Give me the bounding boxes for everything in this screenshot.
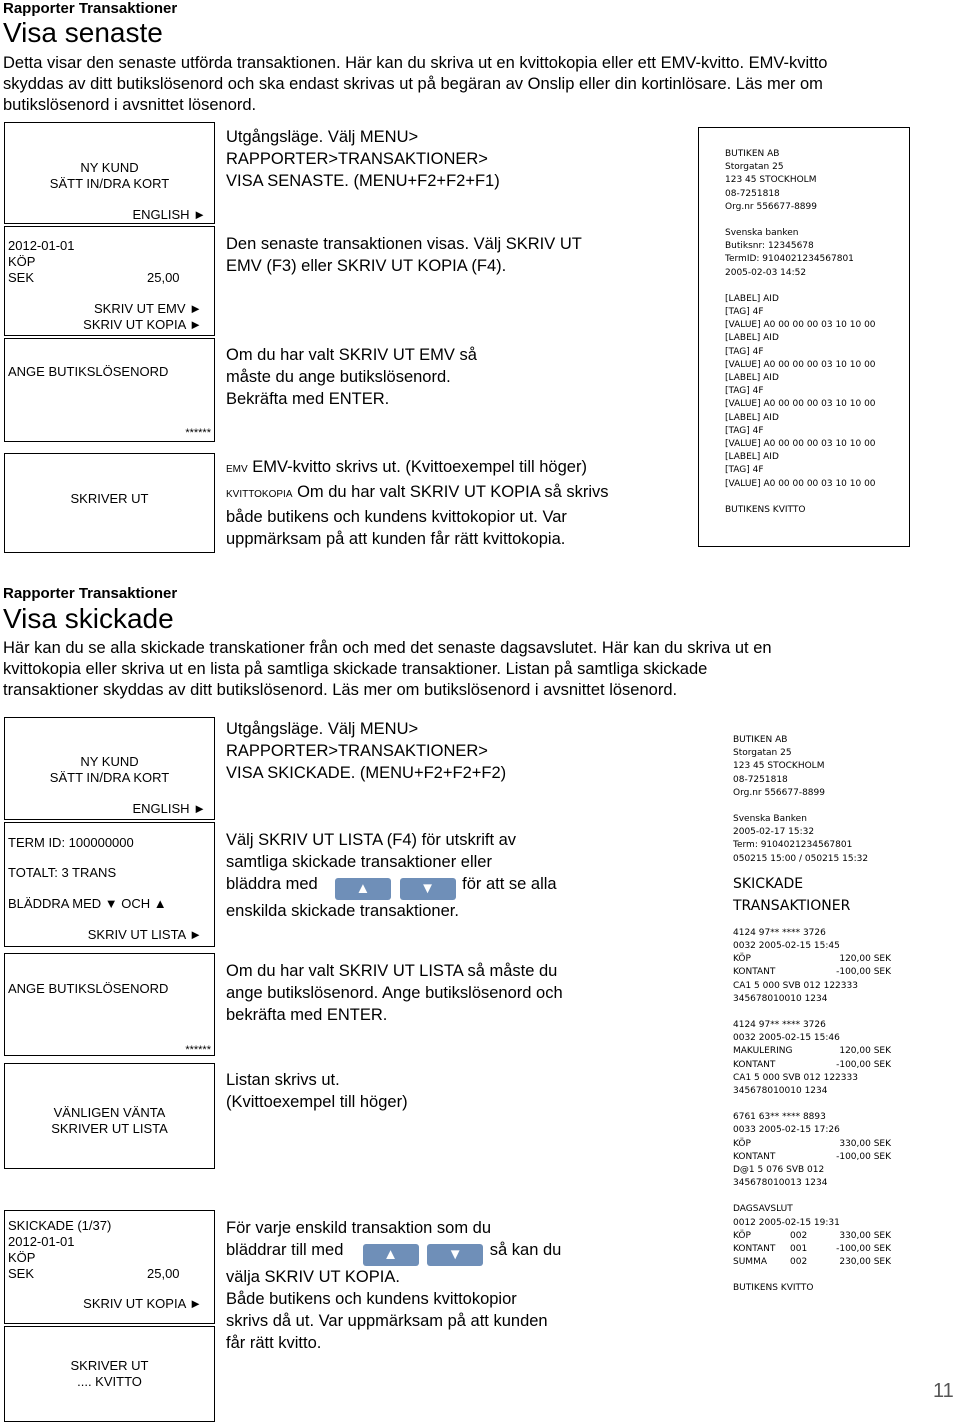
intro-line: transaktioner skyddas av ditt butikslösenord. Läs mer om butikslösenord i avsnittet lösenord. <box>3 681 678 699</box>
up-arrow-key-icon: ▲ <box>363 1244 419 1266</box>
screen-text: NY KUND <box>80 754 139 769</box>
receipt-line: 2005-02-17 15:32 <box>733 827 815 838</box>
page-number: 11 <box>933 1380 954 1402</box>
instruction-line: enskilda skickade transaktioner. <box>226 902 459 920</box>
screen-amount: 25,00 <box>147 270 180 285</box>
instruction-line: välja SKRIV UT KOPIA. <box>226 1268 400 1286</box>
intro-line: Här kan du se alla skickade transkationer från och med det senaste dagsavslutet. Här kan du skriva ut en <box>3 639 772 657</box>
receipt-transaction <box>733 927 891 1006</box>
sent-list-receipt-example <box>733 734 891 1296</box>
receipt-line: 4124 97** **** 3726 <box>733 1020 826 1031</box>
row-label: KONTANT <box>733 1151 776 1162</box>
receipt-line: [VALUE] A0 00 00 00 03 10 10 00 <box>725 359 876 370</box>
receipt-row <box>733 953 891 966</box>
instruction-line: Den senaste transaktionen visas. Välj SKRIV UT <box>226 235 582 253</box>
row-amount: 330,00 SEK <box>839 1230 891 1241</box>
screen-date: 2012-01-01 <box>8 1234 75 1249</box>
receipt-row <box>733 1059 891 1072</box>
receipt-line: 345678010010 1234 <box>733 1086 828 1096</box>
instruction-text: så kan du <box>489 1241 562 1259</box>
receipt-footer: BUTIKENS KVITTO <box>725 504 806 515</box>
receipt-row <box>733 1230 891 1243</box>
instruction-line <box>226 456 609 481</box>
instruction-text: bläddrar till med <box>226 1241 344 1259</box>
receipt-row <box>733 1138 891 1151</box>
screen-text: SÄTT IN/DRA KORT <box>49 176 170 191</box>
label-emv: EMV <box>226 464 248 475</box>
instruction-text: bläddra med <box>226 875 318 893</box>
screen-currency: SEK <box>8 270 35 285</box>
password-mask: ****** <box>185 1044 211 1056</box>
softkey-print-emv: SKRIV UT EMV ► <box>94 301 202 316</box>
instruction-step4 <box>226 1069 408 1113</box>
instruction-line: måste du ange butikslösenord. <box>226 368 451 386</box>
terminal-screen-password <box>4 338 215 442</box>
receipt-line: BUTIKEN AB <box>725 149 780 159</box>
receipt-row <box>733 966 891 979</box>
screen-type: KÖP <box>8 254 36 269</box>
screen-type: KÖP <box>8 1250 36 1265</box>
receipt-line: Org.nr 556677-8899 <box>725 201 817 212</box>
screen-text: VÄNLIGEN VÄNTA <box>53 1105 166 1120</box>
down-arrow-key-icon: ▼ <box>427 1244 483 1266</box>
terminal-screen-idle <box>4 122 215 224</box>
instruction-line: Om du har valt SKRIV UT EMV så <box>226 346 477 364</box>
receipt-line: 123 45 STOCKHOLM <box>733 761 825 772</box>
instruction-line: EMV (F3) eller SKRIV UT KOPIA (F4). <box>226 257 507 275</box>
instruction-text: Om du har valt SKRIV UT KOPIA så skrivs <box>292 483 609 501</box>
receipt-line: [LABEL] AID <box>725 412 779 423</box>
instruction-line: Om du har valt SKRIV UT LISTA så måste du <box>226 962 558 980</box>
row-label: KONTANT <box>733 1243 776 1254</box>
instruction-line: Bekräfta med ENTER. <box>226 390 390 408</box>
instruction-step1 <box>226 718 506 784</box>
receipt-line: 6761 63** **** 8893 <box>733 1112 826 1123</box>
row-amount: -100,00 SEK <box>836 1059 891 1070</box>
softkey-english: ENGLISH ► <box>132 207 206 222</box>
receipt-line: BUTIKEN AB <box>733 735 788 745</box>
softkey-english: ENGLISH ► <box>132 801 206 816</box>
receipt-line: [LABEL] AID <box>725 333 779 344</box>
row-count: 002 <box>790 1230 808 1241</box>
instruction-line: både butikens och kundens kvittokopior ut. Var <box>226 508 567 526</box>
instruction-line <box>226 1239 561 1266</box>
row-count: 002 <box>790 1257 808 1268</box>
receipt-line: 123 45 STOCKHOLM <box>725 175 817 186</box>
instruction-text: för att se alla <box>462 875 557 893</box>
receipt-line: 345678010013 1234 <box>733 1178 828 1189</box>
screen-browse-hint: BLÄDDRA MED ▼ OCH ▲ <box>8 896 167 911</box>
receipt-line: [TAG] 4F <box>725 425 764 436</box>
receipt-line: 0032 2005-02-15 15:46 <box>733 1033 840 1044</box>
receipt-line: [VALUE] A0 00 00 00 03 10 10 00 <box>725 320 876 331</box>
receipt-line: 345678010010 1234 <box>733 993 828 1004</box>
row-amount: -100,00 SEK <box>836 967 891 978</box>
softkey-print-copy: SKRIV UT KOPIA ► <box>83 1296 202 1311</box>
receipt-title: TRANSAKTIONER <box>733 897 851 914</box>
row-label: SUMMA <box>733 1257 767 1268</box>
instruction-line: Utgångsläge. Välj MENU> <box>226 720 419 738</box>
section2-title: Visa skickade <box>3 603 174 634</box>
instruction-step5 <box>226 1217 561 1354</box>
section1-title: Visa senaste <box>3 17 163 48</box>
receipt-row <box>733 1151 891 1164</box>
receipt-line: CA1 5 000 SVB 012 122333 <box>733 980 858 991</box>
screen-prompt: ANGE BUTIKSLÖSENORD <box>8 364 169 379</box>
receipt-line: Org.nr 556677-8899 <box>733 787 825 798</box>
receipt-line: [TAG] 4F <box>725 307 764 318</box>
row-label: KÖP <box>733 1138 751 1149</box>
receipt-line: DAGSAVSLUT <box>733 1204 793 1215</box>
instruction-step2 <box>226 829 557 922</box>
screen-date: 2012-01-01 <box>8 238 75 253</box>
receipt-day-close <box>733 1203 891 1269</box>
row-label: KONTANT <box>733 967 776 978</box>
receipt-line: [VALUE] A0 00 00 00 03 10 10 00 <box>725 478 876 489</box>
receipt-line: Svenska Banken <box>733 814 807 825</box>
instruction-line: För varje enskild transaktion som du <box>226 1219 492 1237</box>
instruction-step4 <box>226 456 609 550</box>
terminal-screen-password <box>4 953 215 1056</box>
row-count: 001 <box>790 1243 808 1254</box>
instruction-line: får rätt kvitto. <box>226 1334 322 1352</box>
intro-line: butikslösenord i avsnittet lösenord. <box>3 96 257 114</box>
instruction-step2 <box>226 233 582 277</box>
instruction-line: (Kvittoexempel till höger) <box>226 1093 408 1111</box>
instruction-line: samtliga skickade transaktioner eller <box>226 853 492 871</box>
screen-currency: SEK <box>8 1266 35 1281</box>
terminal-screen-idle <box>4 717 215 820</box>
screen-text: SÄTT IN/DRA KORT <box>49 770 170 785</box>
screen-total: TOTALT: 3 TRANS <box>8 865 117 880</box>
receipt-line: 0033 2005-02-15 17:26 <box>733 1125 840 1136</box>
section2-label: Rapporter Transaktioner <box>3 585 178 602</box>
receipt-line: Term: 9104021234567801 <box>733 840 853 851</box>
softkey-print-copy: SKRIV UT KOPIA ► <box>83 317 202 332</box>
down-arrow-key-icon: ▼ <box>400 878 456 900</box>
row-label: KÖP <box>733 954 751 965</box>
terminal-screen-sent-detail <box>4 1210 215 1324</box>
receipt-line: [TAG] 4F <box>725 346 764 357</box>
instruction-line: skrivs då ut. Var uppmärksam på att kunden <box>226 1312 548 1330</box>
row-label: KONTANT <box>733 1059 776 1070</box>
instruction-step1 <box>226 126 500 192</box>
receipt-line: [TAG] 4F <box>725 465 764 476</box>
receipt-line: Storgatan 25 <box>725 162 784 173</box>
instruction-step3 <box>226 960 563 1026</box>
receipt-line: [LABEL] AID <box>725 293 779 304</box>
instruction-text: EMV-kvitto skrivs ut. (Kvittoexempel till höger) <box>247 458 587 476</box>
receipt-line: 08-7251818 <box>733 774 788 785</box>
up-arrow-key-icon: ▲ <box>335 878 391 900</box>
receipt-line: Svenska banken <box>725 228 799 239</box>
instruction-line: Utgångsläge. Välj MENU> <box>226 128 419 146</box>
section1-intro <box>3 53 953 116</box>
intro-line: skyddas av ditt butikslösenord och ska endast skrivas ut på begäran av Onslip eller din kortinlösare. Läs mer om <box>3 75 823 93</box>
section1-label: Rapporter Transaktioner <box>3 0 178 17</box>
instruction-line <box>226 873 557 900</box>
receipt-line: 0012 2005-02-15 19:31 <box>733 1217 840 1228</box>
row-amount: 120,00 SEK <box>839 954 891 965</box>
receipt-footer: BUTIKENS KVITTO <box>733 1283 814 1294</box>
screen-text: SKRIVER UT LISTA <box>51 1121 168 1136</box>
terminal-screen-printing-receipt <box>4 1326 215 1422</box>
terminal-screen-printing <box>4 453 215 553</box>
receipt-title: SKICKADE <box>733 875 804 892</box>
receipt-line: 08-7251818 <box>725 188 780 199</box>
receipt-transaction <box>733 1111 891 1190</box>
row-amount: 120,00 SEK <box>839 1046 891 1057</box>
screen-prompt: ANGE BUTIKSLÖSENORD <box>8 981 169 996</box>
receipt-line: Butiksnr: 12345678 <box>725 241 814 252</box>
intro-line: Detta visar den senaste utförda transaktionen. Här kan du skriva ut en kvittokopia eller ett EMV-kvitto. EMV-kvitto <box>3 54 828 72</box>
row-label: KÖP <box>733 1230 751 1241</box>
receipt-line: [VALUE] A0 00 00 00 03 10 10 00 <box>725 399 876 410</box>
receipt-line: 4124 97** **** 3726 <box>733 927 826 938</box>
row-label: MAKULERING <box>733 1046 793 1057</box>
receipt-line: [TAG] 4F <box>725 386 764 397</box>
receipt-line: TermID: 9104021234567801 <box>725 254 854 265</box>
row-amount: 330,00 SEK <box>839 1138 891 1149</box>
receipt-line: Storgatan 25 <box>733 748 792 759</box>
intro-line: kvittokopia eller skriva ut en lista på samtliga skickade transaktioner. Listan på samtliga skickade <box>3 660 708 678</box>
receipt-line: [LABEL] AID <box>725 452 779 463</box>
row-amount: 230,00 SEK <box>839 1257 891 1268</box>
row-amount: -100,00 SEK <box>836 1151 891 1162</box>
instruction-line: Både butikens och kundens kvittokopior <box>226 1290 517 1308</box>
screen-header: SKICKADE (1/37) <box>8 1218 112 1233</box>
instruction-line: bekräfta med ENTER. <box>226 1006 388 1024</box>
receipt-line: D@1 5 076 SVB 012 <box>733 1164 825 1175</box>
receipt-line: 0032 2005-02-15 15:45 <box>733 941 840 952</box>
section2-intro <box>3 638 953 701</box>
receipt-row <box>733 1243 891 1256</box>
terminal-screen-transaction <box>4 226 215 336</box>
instruction-line: ange butikslösenord. Ange butikslösenord och <box>226 984 563 1002</box>
terminal-screen-printing-list <box>4 1063 215 1169</box>
screen-text: NY KUND <box>80 160 139 175</box>
password-mask: ****** <box>185 427 211 439</box>
instruction-line: VISA SKICKADE. (MENU+F2+F2+F2) <box>226 764 507 782</box>
screen-text: SKRIVER UT <box>70 1358 149 1373</box>
row-amount: -100,00 SEK <box>836 1243 891 1254</box>
receipt-line: CA1 5 000 SVB 012 122333 <box>733 1072 858 1083</box>
screen-amount: 25,00 <box>147 1266 180 1281</box>
instruction-step3 <box>226 344 477 410</box>
receipt-line: 2005-02-03 14:52 <box>725 267 807 278</box>
receipt-line: 050215 15:00 / 050215 15:32 <box>733 853 869 864</box>
screen-term-id: TERM ID: 100000000 <box>8 835 134 850</box>
instruction-line: VISA SENASTE. (MENU+F2+F2+F1) <box>226 172 500 190</box>
receipt-line: [LABEL] AID <box>725 373 779 384</box>
terminal-screen-sent-list <box>4 822 215 947</box>
instruction-line: uppmärksam på att kunden får rätt kvittokopia. <box>226 530 566 548</box>
receipt-row <box>733 1045 891 1058</box>
instruction-line <box>226 481 609 506</box>
instruction-line: RAPPORTER>TRANSAKTIONER> <box>226 150 488 168</box>
emv-receipt-example <box>698 127 910 547</box>
receipt-transaction <box>733 1019 891 1098</box>
screen-text: .... KVITTO <box>77 1374 142 1389</box>
softkey-print-list: SKRIV UT LISTA ► <box>87 927 202 942</box>
instruction-line: RAPPORTER>TRANSAKTIONER> <box>226 742 488 760</box>
receipt-row <box>733 1256 891 1269</box>
label-kvittokopia: KVITTOKOPIA <box>226 489 293 500</box>
receipt-line: [VALUE] A0 00 00 00 03 10 10 00 <box>725 439 876 450</box>
instruction-line: Listan skrivs ut. <box>226 1071 340 1089</box>
screen-text: SKRIVER UT <box>70 491 149 506</box>
instruction-line: Välj SKRIV UT LISTA (F4) för utskrift av <box>226 831 517 849</box>
